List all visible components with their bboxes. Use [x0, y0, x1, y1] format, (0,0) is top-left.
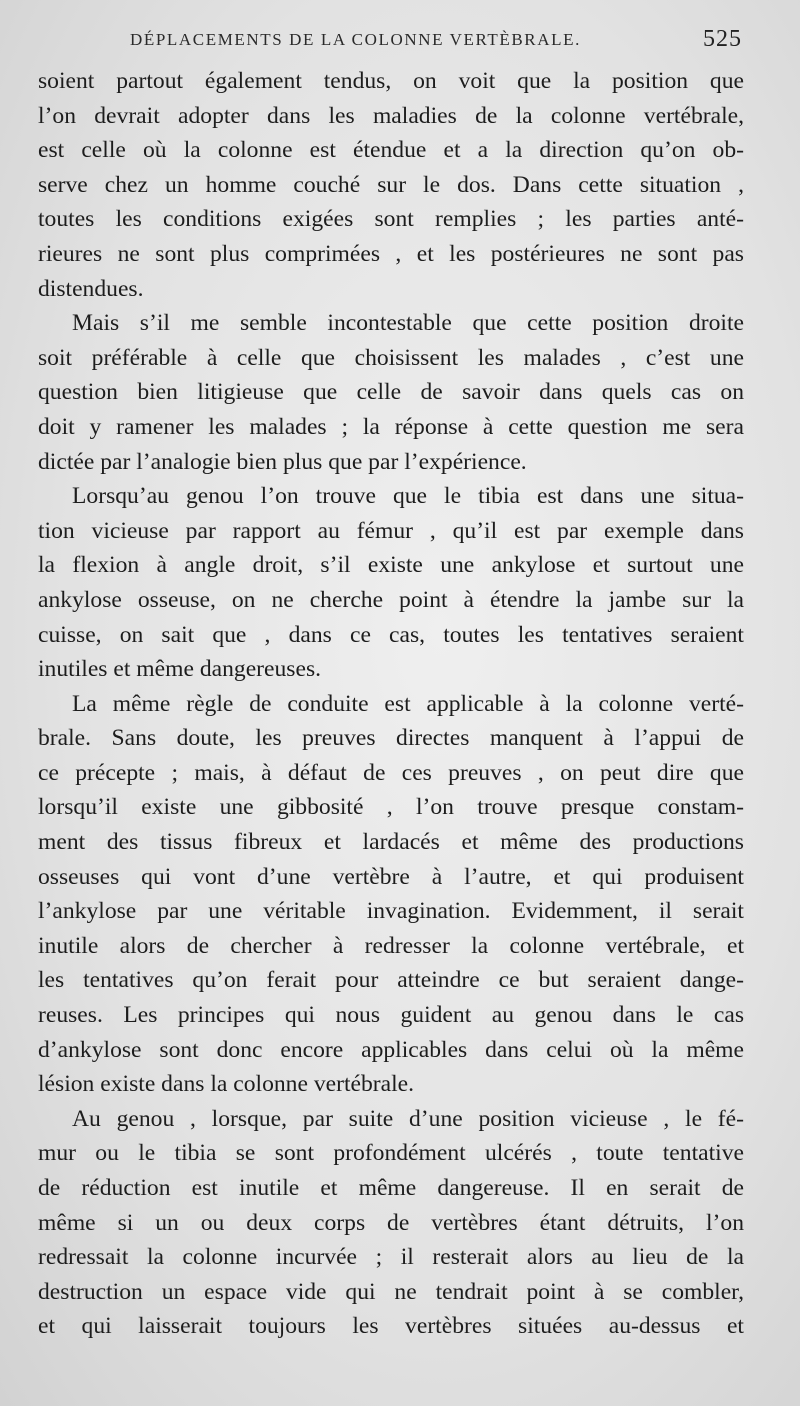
text-line: et qui laisserait toujours les vertèbres situées au-dessus et	[38, 1313, 744, 1340]
page-number: 525	[703, 26, 742, 52]
text-line: les tentatives qu’on ferait pour atteindre ce but seraient dange-	[38, 967, 744, 994]
page-header	[130, 26, 742, 56]
text-line: mur ou le tibia se sont profondément ulcérés , toute tentative	[38, 1140, 744, 1167]
text-line: toutes les conditions exigées sont remplies ; les parties anté-	[38, 206, 744, 233]
text-line: lésion existe dans la colonne vertébrale.	[38, 1071, 415, 1098]
running-title: DÉPLACEMENTS DE LA COLONNE VERTÈBRALE.	[130, 30, 581, 49]
paragraph-1	[38, 64, 744, 306]
text-line: la flexion à angle droit, s’il existe une ankylose et surtout une	[38, 552, 744, 579]
text-line: lorsqu’il existe une gibbosité , l’on trouve presque constam-	[38, 794, 744, 821]
text-line: reuses. Les principes qui nous guident au genou dans le cas	[38, 1002, 744, 1029]
text-line: Mais s’il me semble incontestable que cette position droite	[72, 310, 744, 337]
text-line: soit préférable à celle que choisissent les malades , c’est une	[38, 344, 744, 371]
text-line: même si un ou deux corps de vertèbres étant détruits, l’on	[38, 1209, 744, 1236]
text-line: ment des tissus fibreux et lardacés et même des productions	[38, 829, 744, 856]
text-line: dictée par l’analogie bien plus que par l’expérience.	[38, 448, 527, 475]
text-line: cuisse, on sait que , dans ce cas, toutes les tentatives seraient	[38, 621, 744, 648]
paragraph-3	[38, 479, 744, 687]
text-line: brale. Sans doute, les preuves directes manquent à l’appui de	[38, 725, 744, 752]
text-line: destruction un espace vide qui ne tendrait point à se combler,	[38, 1278, 744, 1305]
body-text	[38, 64, 744, 1344]
text-line: La même règle de conduite est applicable à la colonne verté-	[72, 690, 744, 717]
text-line: rieures ne sont plus comprimées , et les postérieures ne sont pas	[38, 240, 744, 267]
text-line: d’ankylose sont donc encore applicables dans celui où la même	[38, 1036, 744, 1063]
text-line: serve chez un homme couché sur le dos. Dans cette situation ,	[38, 171, 744, 198]
text-line: ankylose osseuse, on ne cherche point à étendre la jambe sur la	[38, 586, 744, 613]
text-line: Au genou , lorsque, par suite d’une position vicieuse , le fé-	[72, 1105, 744, 1132]
text-line: l’on devrait adopter dans les maladies de la colonne vertébrale,	[38, 102, 744, 129]
text-line: de réduction est inutile et même dangereuse. Il en serait de	[38, 1175, 744, 1201]
text-line: distendues.	[38, 275, 144, 302]
text-line: inutile alors de chercher à redresser la colonne vertébrale, et	[38, 932, 744, 959]
text-line: soient partout également tendus, on voit que la position que	[38, 68, 744, 94]
paragraph-4	[38, 687, 744, 1102]
text-line: osseuses qui vont d’une vertèbre à l’autre, et qui produisent	[38, 863, 744, 890]
text-line: l’ankylose par une véritable invagination. Evidemment, il serait	[38, 898, 744, 925]
text-line: redressait la colonne incurvée ; il resterait alors au lieu de la	[38, 1244, 744, 1271]
text-line: doit y ramener les malades ; la réponse à cette question me sera	[38, 413, 744, 440]
text-line: question bien litigieuse que celle de savoir dans quels cas on	[38, 379, 744, 406]
text-line: est celle où la colonne est étendue et a la direction qu’on ob-	[38, 137, 744, 164]
text-line: Lorsqu’au genou l’on trouve que le tibia est dans une situa-	[72, 483, 744, 510]
text-line: inutiles et même dangereuses.	[38, 656, 322, 683]
text-line: tion vicieuse par rapport au fémur , qu’il est par exemple dans	[38, 517, 744, 544]
paragraph-5	[38, 1102, 744, 1344]
paragraph-2	[38, 306, 744, 479]
text-line: ce précepte ; mais, à défaut de ces preuves , on peut dire que	[38, 759, 744, 786]
